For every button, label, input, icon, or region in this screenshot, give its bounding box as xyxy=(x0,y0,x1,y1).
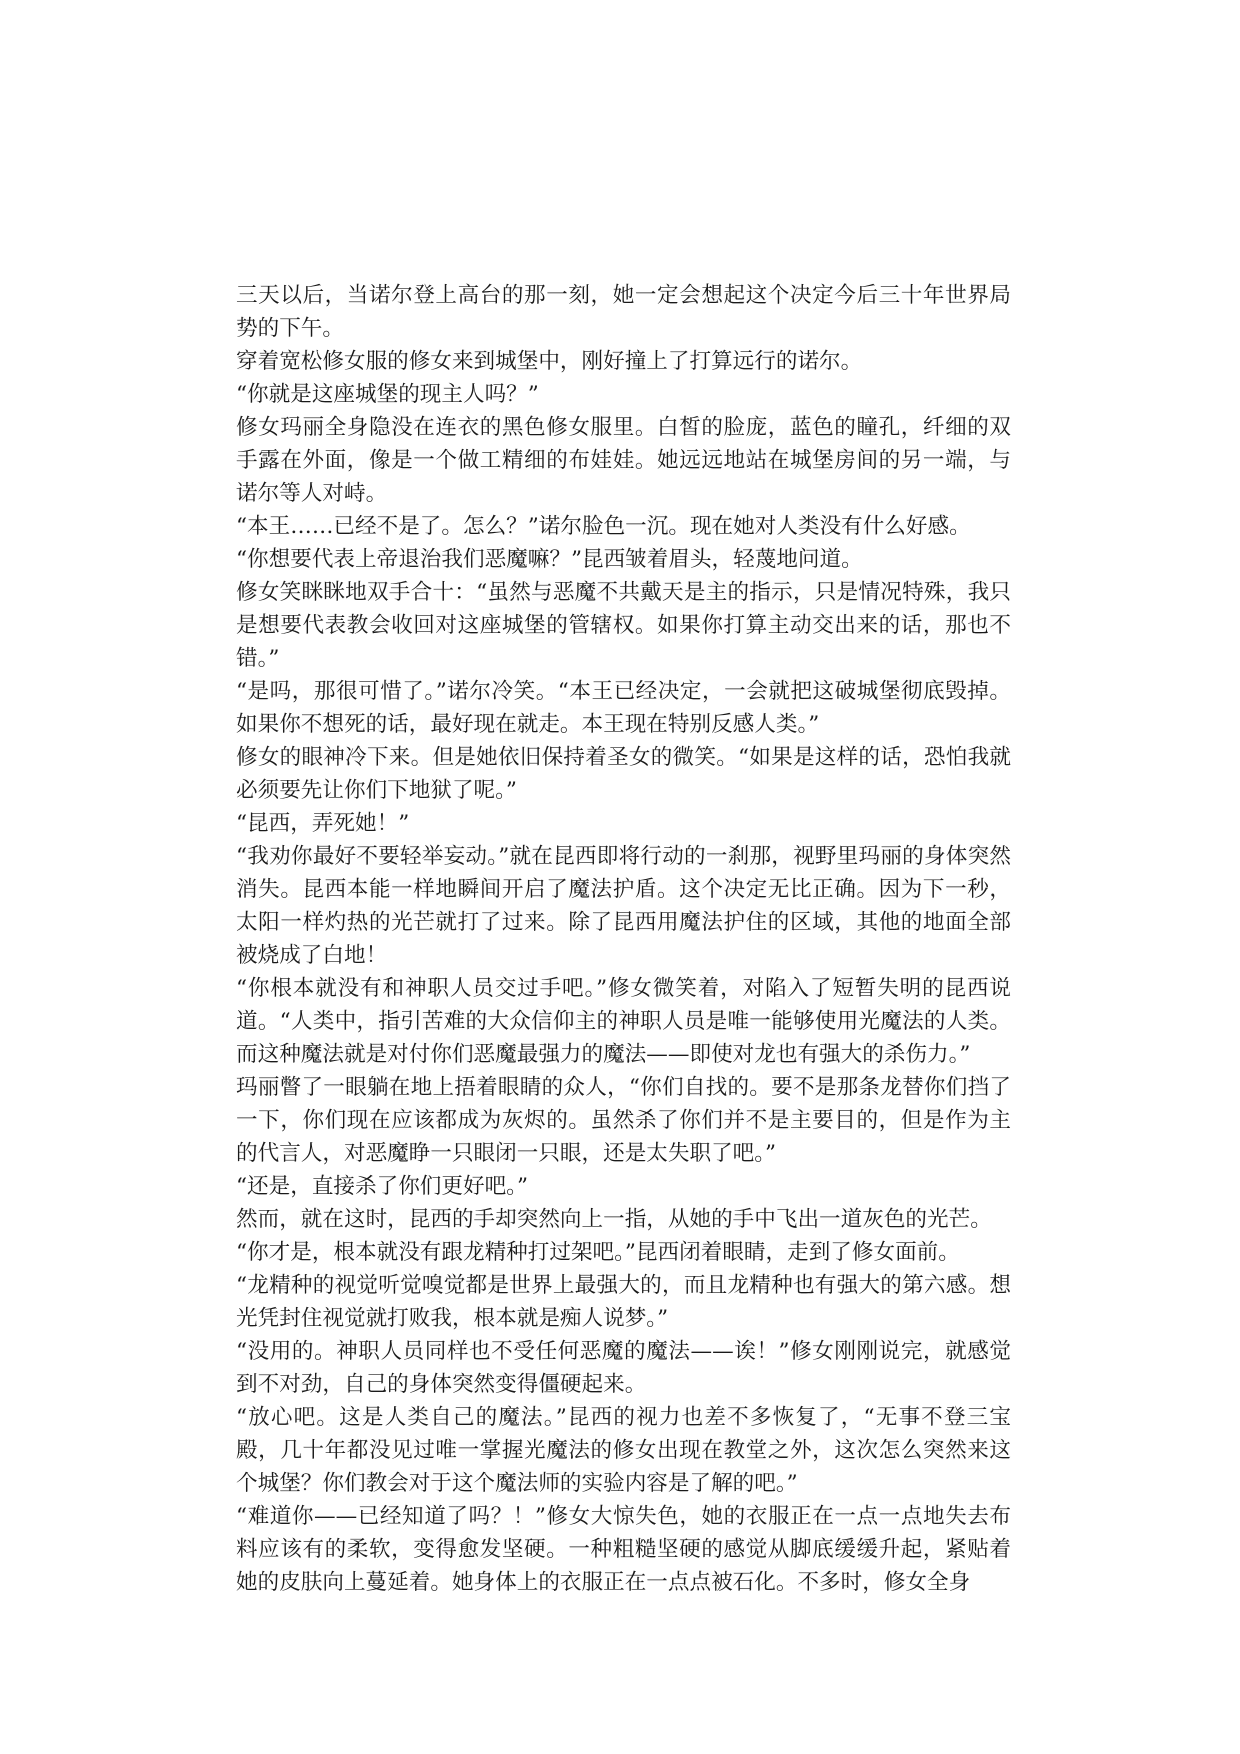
paragraph: “龙精种的视觉听觉嗅觉都是世界上最强大的，而且龙精种也有强大的第六感。想光凭封住视觉就打败我，根本就是痴人说梦。” xyxy=(236,1273,1011,1331)
paragraph: “你根本就没有和神职人员交过手吧。”修女微笑着，对陷入了短暂失明的昆西说道。“人类中，指引苦难的大众信仰主的神职人员是唯一能够使用光魔法的人类。而这种魔法就是对付你们恶魔最强力的魔法——即使对龙也有强大的杀伤力。” xyxy=(236,976,1011,1067)
paragraph: “我劝你最好不要轻举妄动。”就在昆西即将行动的一刹那，视野里玛丽的身体突然消失。昆西本能一样地瞬间开启了魔法护盾。这个决定无比正确。因为下一秒，太阳一样灼热的光芒就打了过来。除了昆西用魔法护住的区域，其他的地面全部被烧成了白地！ xyxy=(236,844,1011,968)
paragraph: “还是，直接杀了你们更好吧。” xyxy=(236,1174,528,1199)
paragraph: “是吗，那很可惜了。”诺尔冷笑。“本王已经决定，一会就把这破城堡彻底毁掉。如果你不想死的话，最好现在就走。本王现在特别反感人类。” xyxy=(236,679,1011,737)
paragraph: “没用的。神职人员同样也不受任何恶魔的魔法——诶！”修女刚刚说完，就感觉到不对劲，自己的身体突然变得僵硬起来。 xyxy=(236,1339,1011,1397)
paragraph: 修女笑眯眯地双手合十：“虽然与恶魔不共戴天是主的指示，只是情况特殊，我只是想要代表教会收回对这座城堡的管辖权。如果你打算主动交出来的话，那也不错。” xyxy=(236,580,1011,671)
paragraph: “本王……已经不是了。怎么？”诺尔脸色一沉。现在她对人类没有什么好感。 xyxy=(236,514,971,539)
paragraph: “难道你——已经知道了吗？！”修女大惊失色，她的衣服正在一点一点地失去布料应该有的柔软，变得愈发坚硬。一种粗糙坚硬的感觉从脚底缓缓升起，紧贴着她的皮肤向上蔓延着。她身体上的衣服正在一点点被石化。不多时，修女全身 xyxy=(236,1504,1011,1595)
paragraph: 三天以后，当诺尔登上高台的那一刻，她一定会想起这个决定今后三十年世界局势的下午。 xyxy=(236,283,1011,341)
paragraph: “你就是这座城堡的现主人吗？” xyxy=(236,382,539,407)
paragraph: 玛丽瞥了一眼躺在地上捂着眼睛的众人，“你们自找的。要不是那条龙替你们挡了一下，你们现在应该都成为灰烬的。虽然杀了你们并不是主要目的，但是作为主的代言人，对恶魔睁一只眼闭一只眼，还是太失职了吧。” xyxy=(236,1075,1011,1166)
paragraph: 修女的眼神冷下来。但是她依旧保持着圣女的微笑。“如果是这样的话，恐怕我就必须要先让你们下地狱了呢。” xyxy=(236,745,1011,803)
paragraph: “昆西，弄死她！” xyxy=(236,811,410,836)
paragraph: “你才是，根本就没有跟龙精种打过架吧。”昆西闭着眼睛，走到了修女面前。 xyxy=(236,1240,960,1265)
story-text-block xyxy=(236,279,1011,1599)
paragraph: “放心吧。这是人类自己的魔法。”昆西的视力也差不多恢复了，“无事不登三宝殿，几十年都没见过唯一掌握光魔法的修女出现在教堂之外，这次怎么突然来这个城堡？你们教会对于这个魔法师的实验内容是了解的吧。” xyxy=(236,1405,1011,1496)
paragraph: 穿着宽松修女服的修女来到城堡中，刚好撞上了打算远行的诺尔。 xyxy=(236,349,863,374)
paragraph: 然而，就在这时，昆西的手却突然向上一指，从她的手中飞出一道灰色的光芒。 xyxy=(236,1207,992,1232)
paragraph: 修女玛丽全身隐没在连衣的黑色修女服里。白皙的脸庞，蓝色的瞳孔，纤细的双手露在外面，像是一个做工精细的布娃娃。她远远地站在城堡房间的另一端，与诺尔等人对峙。 xyxy=(236,415,1011,506)
paragraph: “你想要代表上帝退治我们恶魔嘛？”昆西皱着眉头，轻蔑地问道。 xyxy=(236,547,863,572)
